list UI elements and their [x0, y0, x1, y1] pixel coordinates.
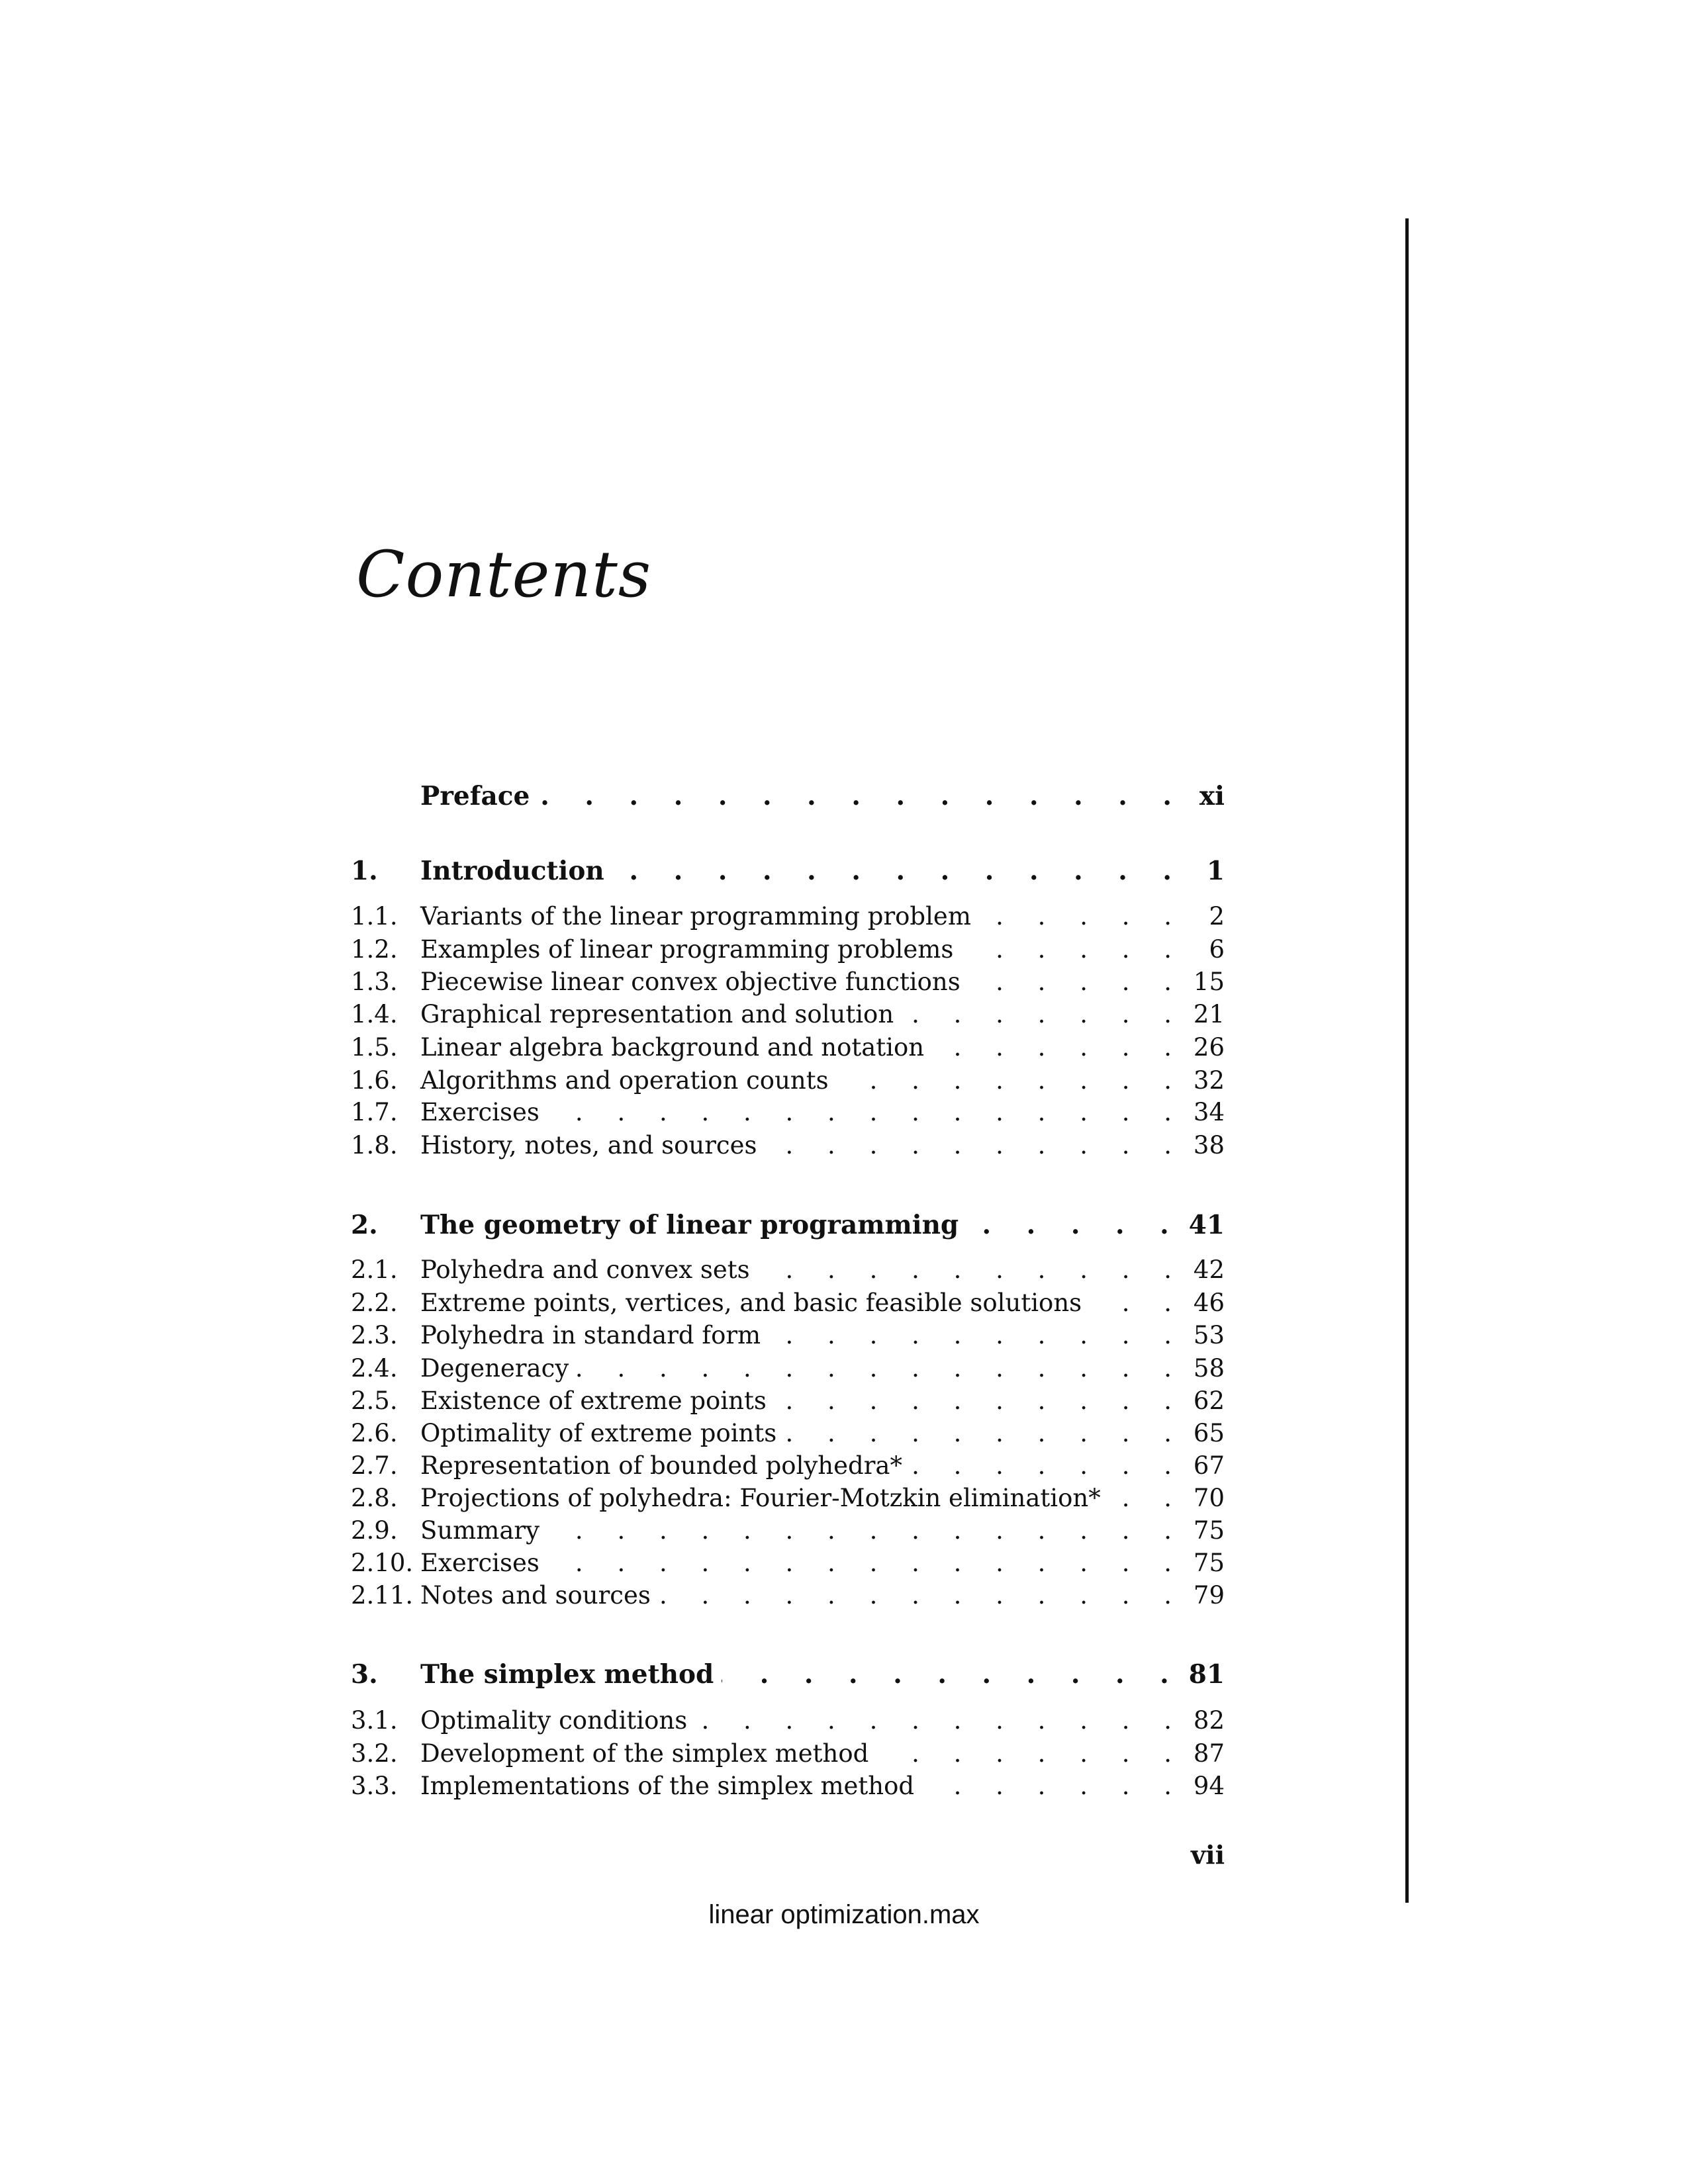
- toc-entry-number: 1.8.: [351, 1131, 398, 1160]
- toc-entry-title: Exercises: [420, 1549, 539, 1577]
- toc-entry-page: 87: [1193, 1739, 1225, 1768]
- dot-leader: [902, 998, 1185, 1031]
- toc-entry-title: Linear algebra background and notation: [420, 1033, 925, 1062]
- toc-section-entry: [351, 1514, 1225, 1547]
- dot-leader: [961, 933, 1185, 966]
- toc-entry-title: Piecewise linear convex objective functions: [420, 968, 961, 996]
- toc-entry-title: Graphical representation and solution: [420, 1000, 894, 1028]
- dot-leader: [784, 1417, 1185, 1450]
- toc-entry-number: 2.2.: [351, 1289, 398, 1317]
- toc-entry-page: 53: [1193, 1321, 1225, 1349]
- toc-entry-page: 32: [1193, 1066, 1225, 1095]
- toc-entry-number: 2.5.: [351, 1387, 398, 1415]
- dot-leader: [547, 1547, 1185, 1580]
- toc-entry-title: History, notes, and sources: [420, 1131, 757, 1160]
- toc-entry-number: 1.1.: [351, 902, 398, 931]
- dot-leader: [910, 1449, 1185, 1482]
- toc-section-entry: [351, 1096, 1225, 1129]
- toc-section-entry: [351, 1704, 1225, 1737]
- toc-section-entry: [351, 1287, 1225, 1320]
- toc-entry-title: Projections of polyhedra: Fourier-Motzkin elimination*: [420, 1484, 1101, 1512]
- toc-entry-title: Exercises: [420, 1098, 539, 1126]
- toc-entry-number: 2.8.: [351, 1484, 398, 1512]
- toc-entry-page: 67: [1193, 1451, 1225, 1480]
- toc-entry-title: Notes and sources: [420, 1581, 651, 1610]
- dot-leader: [765, 1129, 1185, 1162]
- toc-entry-page: 79: [1193, 1581, 1225, 1610]
- dot-leader: [758, 1253, 1185, 1287]
- toc-section-entry: [351, 1253, 1225, 1287]
- toc-entry-page: 26: [1193, 1033, 1225, 1062]
- toc-section-entry: [351, 1352, 1225, 1385]
- toc-entry-title: Implementations of the simplex method: [420, 1772, 915, 1800]
- toc-entry-title: Existence of extreme points: [420, 1387, 767, 1415]
- toc-entry-page: 58: [1193, 1354, 1225, 1383]
- toc-section-entry: [351, 1737, 1225, 1770]
- toc-entry-title: The simplex method: [420, 1659, 714, 1690]
- toc-entry-page: 75: [1193, 1549, 1225, 1577]
- toc-entry-page: 81: [1188, 1659, 1225, 1690]
- toc-section-entry: [351, 900, 1225, 933]
- toc-entry-title: Polyhedra in standard form: [420, 1321, 761, 1349]
- toc-entry-title: Polyhedra and convex sets: [420, 1255, 750, 1284]
- toc-entry-page: xi: [1199, 781, 1225, 811]
- toc-entry-number: 1.5.: [351, 1033, 398, 1062]
- margin-rule: [1405, 218, 1409, 1903]
- toc-entry-page: 46: [1193, 1289, 1225, 1317]
- toc-entry-number: 2.10.: [351, 1549, 414, 1577]
- toc-entry-title: Variants of the linear programming problem: [420, 902, 971, 931]
- dot-leader: [695, 1704, 1185, 1737]
- toc-entry-page: 62: [1193, 1387, 1225, 1415]
- dot-leader: [612, 854, 1185, 887]
- toc-entry-page: 34: [1193, 1098, 1225, 1126]
- toc-section-entry: [351, 933, 1225, 966]
- toc-chapter-entry: [351, 854, 1225, 887]
- toc-section-entry: [351, 1319, 1225, 1352]
- toc-entry-number: 2.3.: [351, 1321, 398, 1349]
- dot-leader: [769, 1319, 1185, 1352]
- dot-leader: [922, 1770, 1185, 1803]
- toc-entry-page: 21: [1193, 1000, 1225, 1028]
- toc-section-entry: [351, 1064, 1225, 1097]
- toc-section-entry: [351, 1547, 1225, 1580]
- dot-leader: [1090, 1287, 1185, 1320]
- toc-section-entry: [351, 1449, 1225, 1482]
- dot-leader: [966, 1208, 1182, 1242]
- page-title: Contents: [356, 537, 652, 612]
- toc-section-entry: [351, 1770, 1225, 1803]
- toc-section-entry: [351, 1129, 1225, 1162]
- toc-entry-title: Development of the simplex method: [420, 1739, 869, 1768]
- toc-entry-title: The geometry of linear programming: [420, 1210, 959, 1240]
- toc-entry-page: 70: [1193, 1484, 1225, 1512]
- toc-section-entry: [351, 1031, 1225, 1064]
- toc-entry-page: 65: [1193, 1419, 1225, 1447]
- toc-entry-title: Representation of bounded polyhedra*: [420, 1451, 902, 1480]
- toc-entry-number: 3.2.: [351, 1739, 398, 1768]
- toc-entry-number: 2.6.: [351, 1419, 398, 1447]
- toc-entry-number: 1.: [351, 856, 378, 886]
- toc-entry-page: 1: [1206, 856, 1225, 886]
- dot-leader: [774, 1385, 1185, 1418]
- toc-entry-page: 82: [1193, 1706, 1225, 1735]
- dot-leader: [968, 966, 1185, 999]
- toc-entry-number: 2.7.: [351, 1451, 398, 1480]
- toc-entry-number: 2.1.: [351, 1255, 398, 1284]
- toc-chapter-entry: [351, 780, 1225, 813]
- toc-entry-page: 6: [1209, 935, 1225, 964]
- toc-entry-number: 1.4.: [351, 1000, 398, 1028]
- toc-section-entry: [351, 1417, 1225, 1450]
- toc-chapter-entry: [351, 1658, 1225, 1691]
- dot-leader: [577, 1352, 1185, 1385]
- toc-section-entry: [351, 998, 1225, 1031]
- dot-leader: [538, 780, 1185, 813]
- toc-entry-page: 15: [1193, 968, 1225, 996]
- toc-section-entry: [351, 1385, 1225, 1418]
- toc-entry-page: 38: [1193, 1131, 1225, 1160]
- toc-entry-title: Algorithms and operation counts: [420, 1066, 829, 1095]
- toc-entry-number: 2.9.: [351, 1516, 398, 1545]
- page-number: vii: [1191, 1840, 1225, 1870]
- toc-entry-title: Introduction: [420, 856, 604, 886]
- toc-entry-title: Examples of linear programming problems: [420, 935, 954, 964]
- toc-entry-page: 41: [1188, 1210, 1225, 1240]
- dot-leader: [547, 1096, 1185, 1129]
- toc-entry-title: Degeneracy: [420, 1354, 569, 1383]
- toc-section-entry: [351, 1482, 1225, 1515]
- dot-leader: [837, 1064, 1185, 1097]
- dot-leader: [722, 1658, 1182, 1691]
- toc-entry-number: 3.: [351, 1659, 378, 1690]
- toc-entry-number: 3.3.: [351, 1772, 398, 1800]
- toc-entry-number: 1.6.: [351, 1066, 398, 1095]
- toc-section-entry: [351, 1579, 1225, 1612]
- toc-entry-title: Summary: [420, 1516, 539, 1545]
- toc-entry-number: 3.1.: [351, 1706, 398, 1735]
- toc-entry-number: 1.7.: [351, 1098, 398, 1126]
- toc-entry-page: 75: [1193, 1516, 1225, 1545]
- dot-leader: [876, 1737, 1185, 1770]
- toc-section-entry: [351, 966, 1225, 999]
- toc-entry-title: Optimality of extreme points: [420, 1419, 777, 1447]
- toc-entry-number: 2.: [351, 1210, 378, 1240]
- toc-entry-title: Optimality conditions: [420, 1706, 688, 1735]
- toc-entry-number: 2.4.: [351, 1354, 398, 1383]
- toc-entry-page: 2: [1209, 902, 1225, 931]
- dot-leader: [979, 900, 1185, 933]
- toc-entry-title: Preface: [420, 781, 530, 811]
- toc-entry-page: 42: [1193, 1255, 1225, 1284]
- toc-entry-number: 2.11.: [351, 1581, 414, 1610]
- dot-leader: [1109, 1482, 1185, 1515]
- dot-leader: [659, 1579, 1185, 1612]
- toc-entry-number: 1.3.: [351, 968, 398, 996]
- dot-leader: [932, 1031, 1185, 1064]
- dot-leader: [547, 1514, 1185, 1547]
- toc-chapter-entry: [351, 1208, 1225, 1242]
- toc-entry-page: 94: [1193, 1772, 1225, 1800]
- toc-entry-title: Extreme points, vertices, and basic feasible solutions: [420, 1289, 1082, 1317]
- toc-entry-number: 1.2.: [351, 935, 398, 964]
- footer-caption: linear optimization.max: [708, 1900, 980, 1929]
